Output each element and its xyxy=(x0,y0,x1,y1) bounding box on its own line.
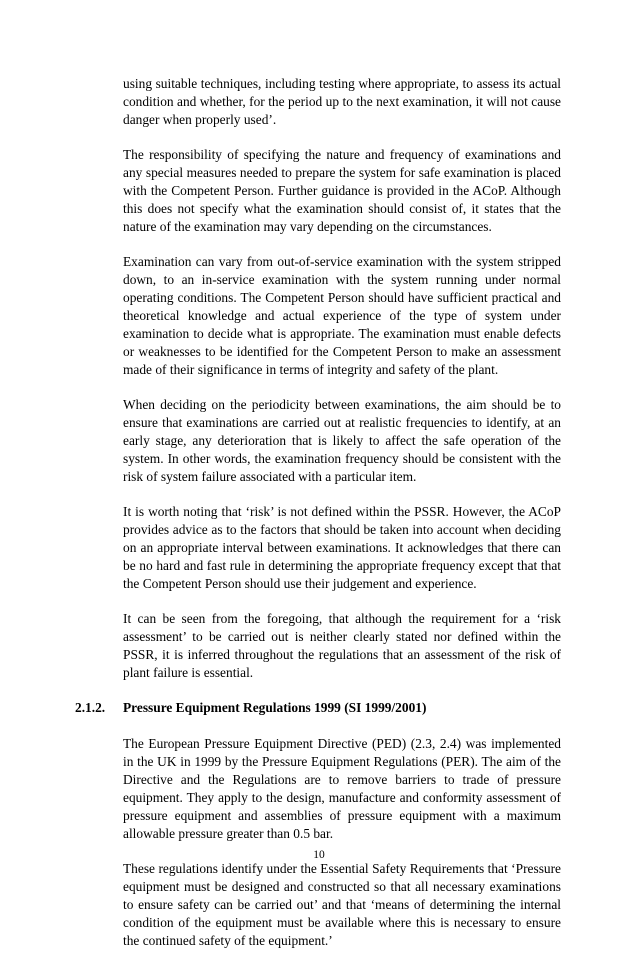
section-number: 2.1.2. xyxy=(75,700,106,715)
paragraph-responsibility: The responsibility of specifying the nature and frequency of examinations and any special measures needed to prepare the system for safe examination is placed with the Competent Person. Further guidance is provided in the ACoP. Although this does not specify what the examination should consist of, it states that the nature of the examination may vary depending on the circumstances. xyxy=(123,147,561,234)
body-text-column xyxy=(75,75,561,967)
paragraph-risk-definition: It is worth noting that ‘risk’ is not defined within the PSSR. However, the ACoP provides advice as to the factors that should be taken into account when deciding on an appropriate interval between examinations. It acknowledges that there can be no hard and fast rule in determining the appropriate frequency except that that the Competent Person should use their judgement and experience. xyxy=(123,504,561,591)
paragraph-continuation: using suitable techniques, including testing where appropriate, to assess its actual condition and whether, for the period up to the next examination, it will not cause danger when properly used’. xyxy=(123,76,561,127)
section-heading xyxy=(75,699,561,717)
paragraph-examination-types: Examination can vary from out-of-service examination with the system stripped down, to an in-service examination with the system running under normal operating conditions. The Competent Person should have sufficient practical and theoretical knowledge and actual experience of the type of system under examination to decide what is appropriate. The examination must enable defects or weaknesses to be identified for the Competent Person to make an assessment made of their significance in terms of integrity and safety of the plant. xyxy=(123,254,561,377)
paragraph-periodicity: When deciding on the periodicity between examinations, the aim should be to ensure that examinations are carried out at realistic frequencies to identify, at an early stage, any deterioration that is likely to affect the safe operation of the system. In other words, the examination frequency should be consistent with the risk of system failure associated with a particular item. xyxy=(123,397,561,484)
paragraph-ped: The European Pressure Equipment Directive (PED) (2.3, 2.4) was implemented in the UK in 1999 by the Pressure Equipment Regulations (PER). The aim of the Directive and the Regulations are to remove barriers to trade of pressure equipment. They apply to the design, manufacture and conformity assessment of pressure equipment and assemblies of pressure equipment with a maximum allowable pressure greater than 0.5 bar. xyxy=(123,736,561,841)
page-number: 10 xyxy=(313,849,325,861)
paragraph-essential-safety: These regulations identify under the Essential Safety Requirements that ‘Pressure equipment must be designed and constructed so that all necessary examinations to ensure safety can be carried out’ and that ‘means of determining the internal condition of the equipment must be available where this is necessary to ensure the continued safety of the equipment.’ xyxy=(123,861,561,948)
section-title: Pressure Equipment Regulations 1999 (SI 1999/2001) xyxy=(123,700,427,715)
paragraph-risk-assessment: It can be seen from the foregoing, that although the requirement for a ‘risk assessment’ to be carried out is neither clearly stated nor defined within the PSSR, it is inferred throughout the regulations that an assessment of the risk of plant failure is essential. xyxy=(123,611,561,680)
